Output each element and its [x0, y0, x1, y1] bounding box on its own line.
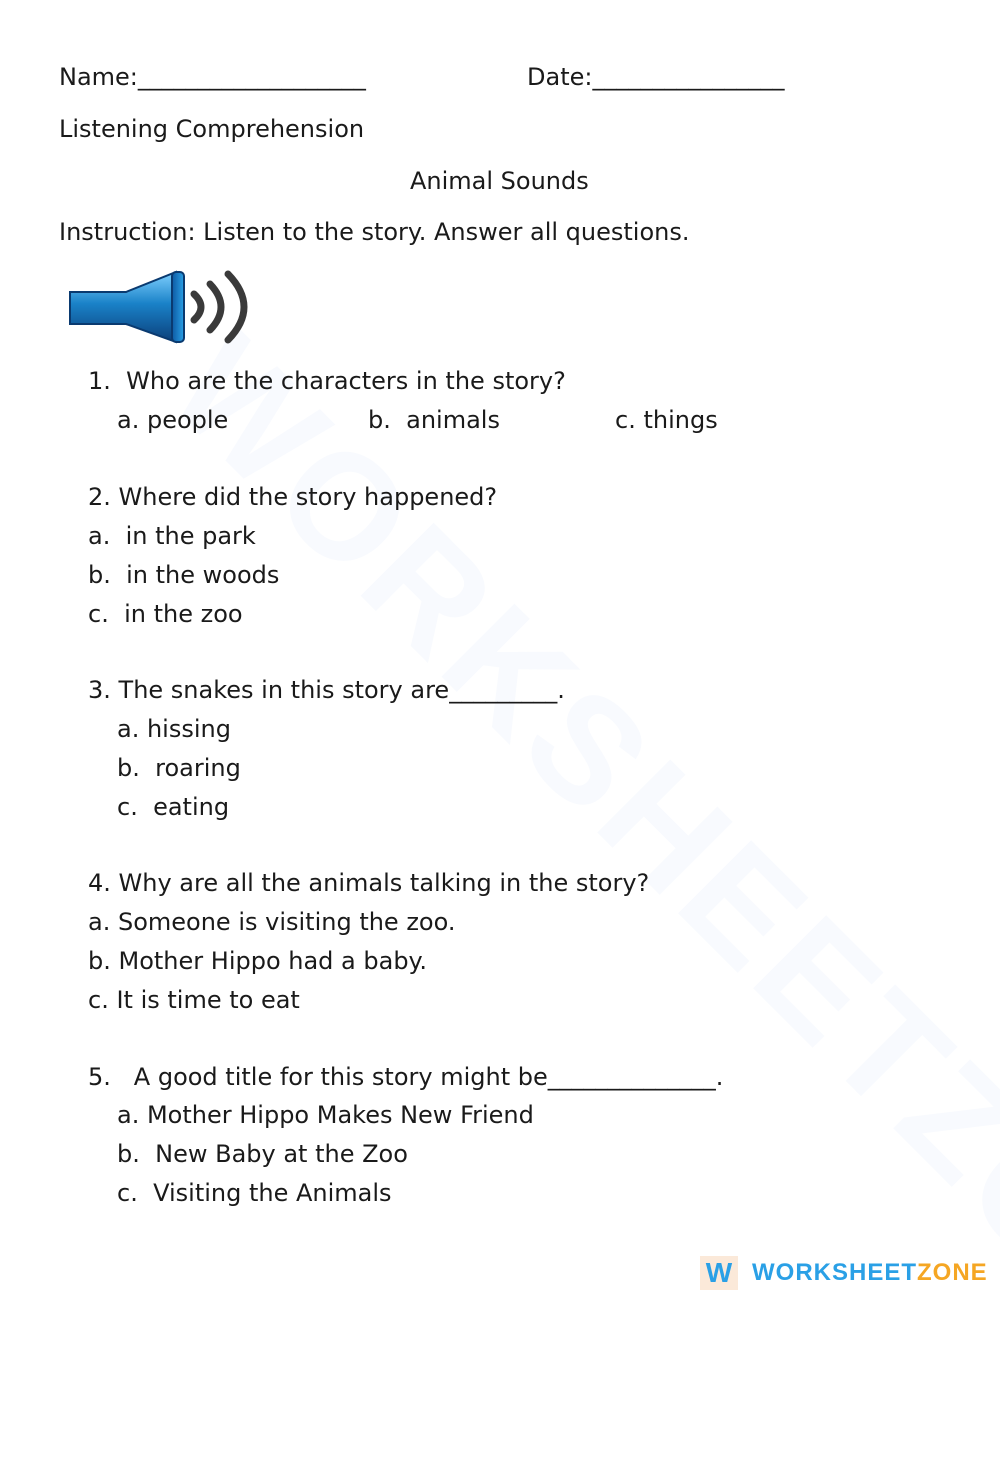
brand-name-part1: WORKSHEET — [752, 1259, 917, 1286]
worksheetzone-logo[interactable] — [700, 1255, 1000, 1291]
worksheet-title: Animal Sounds — [410, 167, 589, 195]
question-2-option-a[interactable]: a. in the park — [88, 522, 256, 550]
brand-name-part2: ZONE — [917, 1259, 988, 1286]
name-field-label: Name:___________________ — [59, 63, 366, 91]
question-5-option-c[interactable]: c. Visiting the Animals — [117, 1179, 392, 1207]
question-1-option-a[interactable]: a. people — [117, 406, 229, 434]
question-3-option-a[interactable]: a. hissing — [117, 715, 231, 743]
question-2-option-b[interactable]: b. in the woods — [88, 561, 280, 589]
subject-heading: Listening Comprehension — [59, 115, 365, 143]
date-field-label: Date:________________ — [527, 63, 785, 91]
question-1: 1. Who are the characters in the story? — [88, 367, 566, 395]
question-1-option-b[interactable]: b. animals — [368, 406, 500, 434]
question-5-option-a[interactable]: a. Mother Hippo Makes New Friend — [117, 1101, 534, 1129]
w-logo-icon — [700, 1256, 738, 1290]
question-5: 5. A good title for this story might be______________. — [88, 1063, 724, 1091]
logo-letter: W — [705, 1257, 733, 1288]
brand-name — [752, 1259, 988, 1287]
question-4-option-b[interactable]: b. Mother Hippo had a baby. — [88, 947, 427, 975]
question-3-option-c[interactable]: c. eating — [117, 793, 230, 821]
question-4-option-c[interactable]: c. It is time to eat — [88, 986, 300, 1014]
question-4: 4. Why are all the animals talking in the story? — [88, 869, 650, 897]
speaker-sound-icon[interactable] — [64, 266, 294, 348]
question-2-option-c[interactable]: c. in the zoo — [88, 600, 243, 628]
question-3-option-b[interactable]: b. roaring — [117, 754, 241, 782]
question-1-option-c[interactable]: c. things — [615, 406, 718, 434]
instruction-text: Instruction: Listen to the story. Answer all questions. — [59, 218, 690, 246]
question-5-option-b[interactable]: b. New Baby at the Zoo — [117, 1140, 408, 1168]
question-4-option-a[interactable]: a. Someone is visiting the zoo. — [88, 908, 456, 936]
question-3: 3. The snakes in this story are_________. — [88, 676, 565, 704]
question-2: 2. Where did the story happened? — [88, 483, 498, 511]
